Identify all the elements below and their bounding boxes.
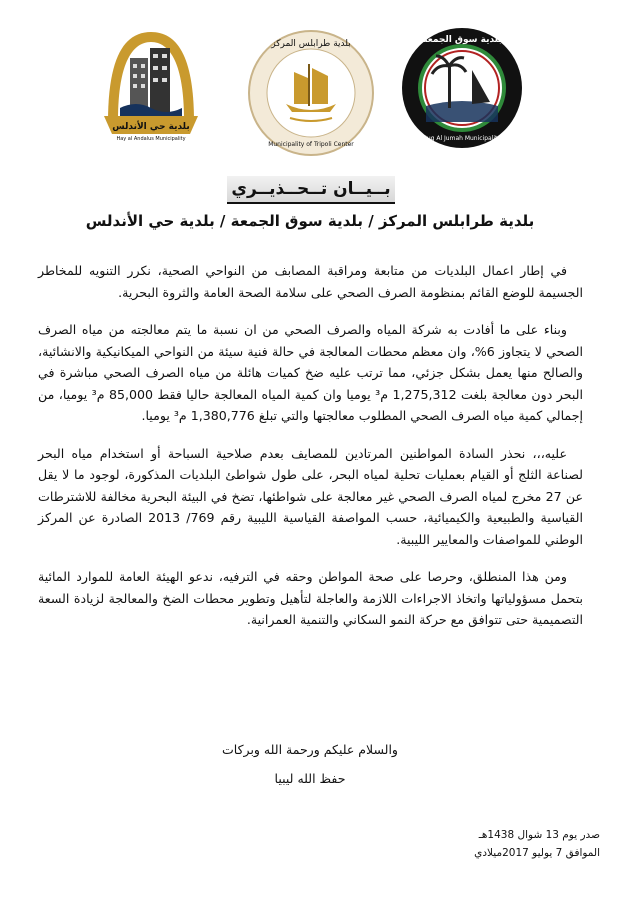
document-title: بــيــان تــحــذيــري: [227, 176, 395, 204]
issue-date-gregorian: الموافق 7 يوليو 2017ميلادي: [474, 847, 600, 859]
paragraph-statistics: وبناء على ما أفادت به شركة المياه والصرف الصحي من ان نسبة ما يتم معالجته من مياه الصرف الصحي لا يتجاوز 6%، وان معظم محطات المعالجة في حالة فنية سيئة من النواحي الميكانيكية والانشائية، والصالح منها يعمل بشكل جزئي، مما ترتب عليه ضخ كميات هائلة من مياه الصرف الصحي مباشرة في البحر دون معالجة بلغت 1,275,312 م³ يوميا وان كمية المياه المعالجة حاليا فقط 85,000 م³ يوميا، من إجمالي كمية مياه الصرف الصحي المطلوب معالجتها والتي تبلغ 1,380,776 م³ يوميا.: [38, 322, 584, 423]
logo-center-caption: بلدية طرابلس المركز: [271, 39, 351, 49]
issue-date-block: [452, 826, 600, 862]
paragraph-intro: في إطار اعمال البلديات من متابعة ومراقبة المصابف من النواحي الصحية، نكرر التنويه للمخاطر الجسيمة للوضع القائم بمنظومة الصرف الصحي على سلامة الصحة العامة والثروة البحرية.: [38, 263, 583, 300]
logo-left-caption: بلدية حي الأندلس: [112, 122, 190, 132]
logo-center-caption-en: Municipality of Tripoli Center: [268, 141, 354, 148]
logo-left-caption-en: Hay al Andalus Municipality: [116, 136, 186, 142]
tripoli-center-logo: [246, 28, 376, 158]
blessing: حفظ الله ليبيا: [274, 771, 346, 786]
suq-al-jumah-logo: [400, 26, 524, 150]
document-subtitle: بلدية طرابلس المركز / بلدية سوق الجمعة / بلدية حي الأندلس: [85, 212, 535, 230]
logo-right-caption-en: Suq Al Jumah Municipality: [423, 135, 501, 142]
greeting: والسلام عليكم ورحمة الله وبركات: [222, 742, 398, 757]
paragraph-call-to-action: ومن هذا المنطلق، وحرصا على صحة المواطن وحقه في الترفيه، ندعو الهيئة العامة للموارد المائية بتحمل مسؤولياتها واتخاذ الاجراءات اللازمة والعاجلة لتأهيل وتطوير محطات الضخ والمعالجة لزيادة السعة التصميمية حتى تتوافق مع حركة النمو السكاني والتنمية العمرانية.: [38, 569, 583, 627]
document-body: [38, 260, 583, 647]
al-andalus-logo: [96, 24, 206, 142]
issue-date-hijri: صدر يوم 13 شوال 1438هـ: [478, 829, 600, 841]
closing-block: [0, 742, 620, 800]
logo-row: [0, 18, 620, 148]
paragraph-warning: عليه،،، نحذر السادة المواطنين المرتادين للمصايف بعدم صلاحية السباحة أو استخدام مياه البحر لصناعة الثلج أو القيام بعمليات تحلية لمياه البحر، على طول شواطئ البلديات المذكورة، لوجود ما لا يقل عن 27 مخرج لمياه الصرف الصحي غير معالجة على شواطئها، تضخ في البيئة البحرية مخالفة للاشترطات القياسية والطبيعية والكيميائية، حسب المواصفة القياسية الليبية رقم 769/ 2013 الصادرة عن المركز الوطني للمواصفات والمعايير الليبية.: [38, 445, 583, 547]
logo-right-caption: بلدية سوق الجمعة: [422, 35, 502, 45]
